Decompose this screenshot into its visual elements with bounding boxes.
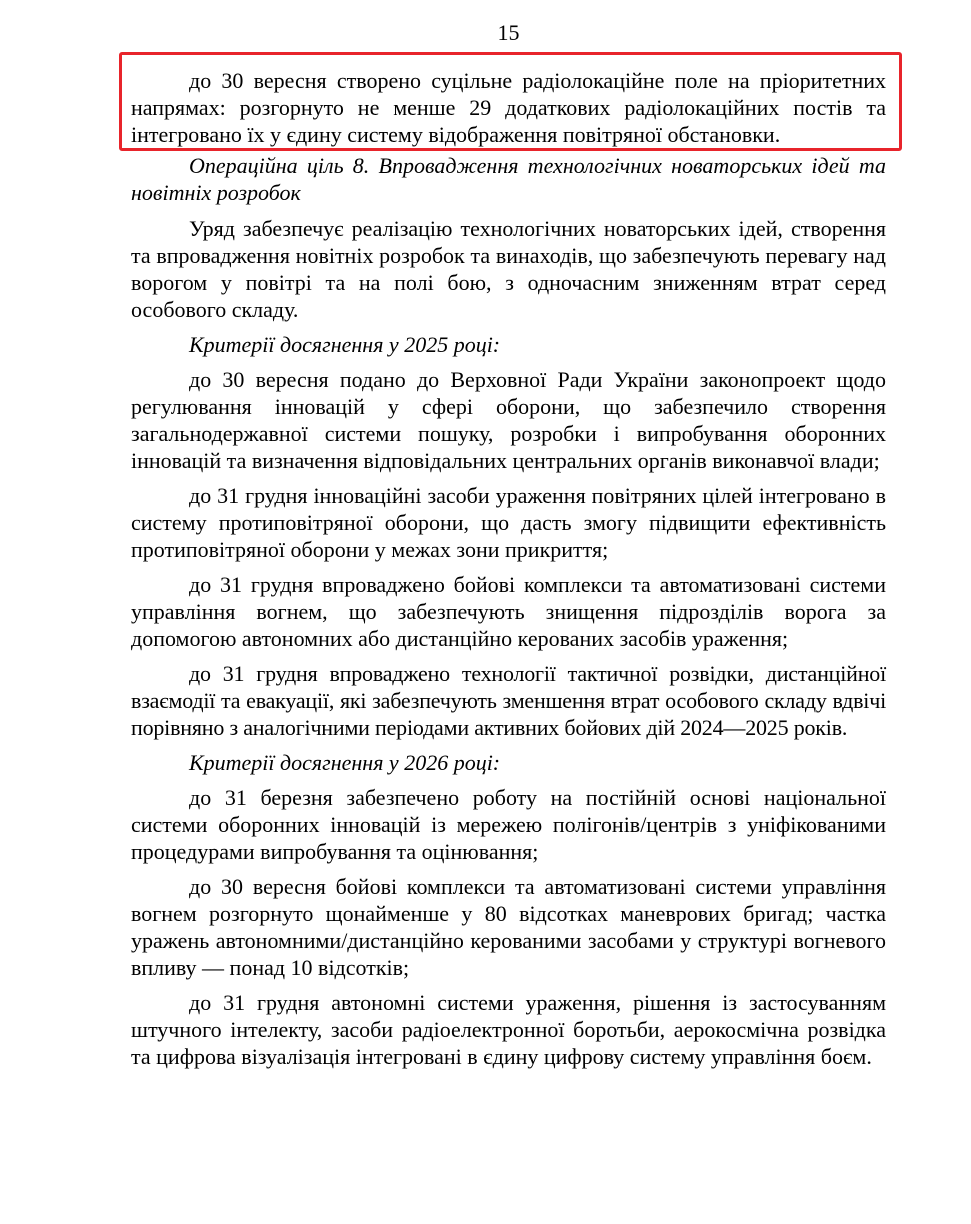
operational-goal-heading: Операційна ціль 8. Впровадження технологічних новаторських ідей та новітніх розробок [131,153,886,205]
criteria-2026-item: до 30 вересня бойові комплекси та автоматизовані системи управління вогнем розгорнуто щонайменше у 80 відсотках маневрових бригад; частка уражень автономними/дистанційно керованими засобами у структурі вогневого впливу — понад 10 відсотків; [131,874,886,980]
criteria-2025-item: до 30 вересня подано до Верховної Ради України законопроект щодо регулювання інновацій у сфері оборони, що забезпечило створення загальнодержавної системи пошуку, розробки і випробування оборонних інновацій та визначення відповідальних центральних органів виконавчої влади; [131,367,886,473]
operational-goal-text: Уряд забезпечує реалізацію технологічних новаторських ідей, створення та впровадження новітніх розробок та винаходів, що забезпечують перевагу над ворогом у повітрі та на полі бою, з одночасним зниженням втрат серед особового складу. [131,216,886,322]
criteria-2025-item: до 31 грудня впроваджено технології тактичної розвідки, дистанційної взаємодії та евакуації, які забезпечують зменшення втрат особового складу вдвічі порівняно з аналогічними періодами активних бойових дій 2024—2025 років. [131,661,886,740]
criteria-2026-item: до 31 березня забезпечено роботу на постійній основі національної системи оборонних інновацій із мережею полігонів/центрів з уніфікованими процедурами випробування та оцінювання; [131,785,886,864]
page-number: 15 [497,20,520,45]
document-body [131,67,886,1070]
criteria-2025-item: до 31 грудня інноваційні засоби ураження повітряних цілей інтегровано в систему протиповітряної оборони, що дасть змогу підвищити ефективність протиповітряної оборони у межах зони прикриття; [131,483,886,562]
highlighted-paragraph: до 30 вересня створено суцільне радіолокаційне поле на пріоритетних напрямах: розгорнуто не менше 29 додаткових радіолокаційних постів та інтегровано їх у єдину систему відображення повітряної обстановки. [131,68,886,147]
criteria-2025-heading: Критерії досягнення у 2025 році: [189,332,501,357]
criteria-2026-item: до 31 грудня автономні системи ураження, рішення із застосуванням штучного інтелекту, засоби радіоелектронної боротьби, аерокосмічна розвідка та цифрова візуалізація інтегровані в єдину цифрову систему управління боєм. [131,990,886,1069]
criteria-2025-item: до 31 грудня впроваджено бойові комплекси та автоматизовані системи управління вогнем, що забезпечують знищення підрозділів ворога за допомогою автономних або дистанційно керованих засобів ураження; [131,572,886,651]
criteria-2026-heading: Критерії досягнення у 2026 році: [189,750,501,775]
